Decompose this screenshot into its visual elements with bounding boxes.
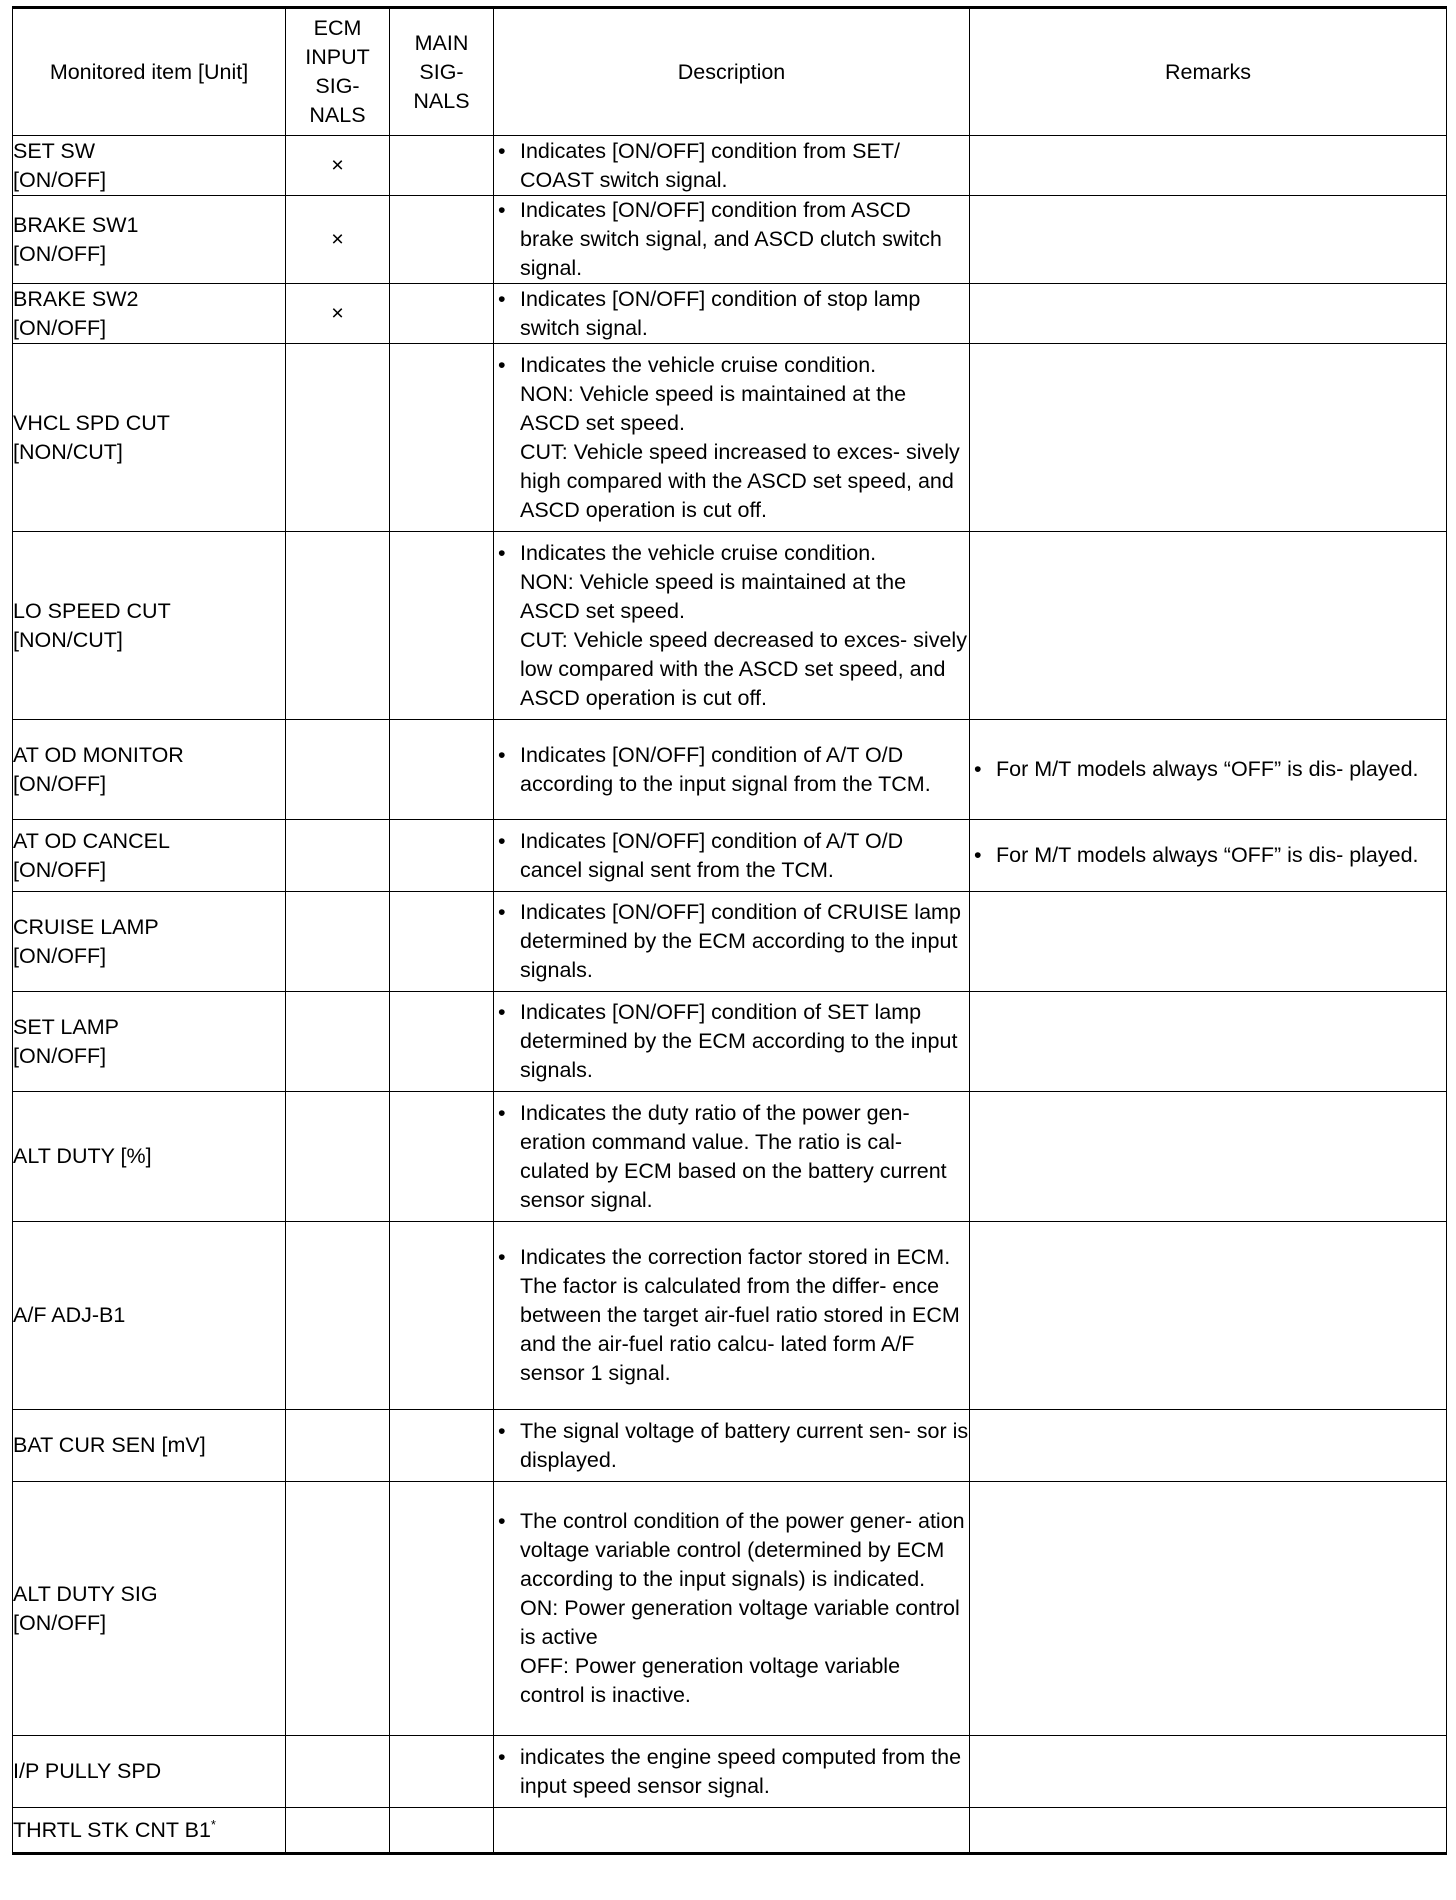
monitored-item-cell: BRAKE SW2 [ON/OFF] — [13, 284, 286, 344]
monitored-item-cell: BAT CUR SEN [mV] — [13, 1410, 286, 1482]
table-row — [13, 992, 1447, 1092]
ecm-input-mark — [286, 1222, 390, 1410]
main-signal-cell — [390, 992, 494, 1092]
ecm-input-mark: × — [286, 136, 390, 196]
monitored-item-cell: VHCL SPD CUT [NON/CUT] — [13, 344, 286, 532]
header-monitored-item: Monitored item [Unit] — [13, 8, 286, 136]
header-description: Description — [494, 8, 970, 136]
table-row — [13, 1222, 1447, 1410]
table-row — [13, 1410, 1447, 1482]
main-signal-cell — [390, 1808, 494, 1854]
description-cell — [494, 1808, 970, 1854]
table-row — [13, 892, 1447, 992]
main-signal-cell — [390, 1410, 494, 1482]
description-cell: • indicates the engine speed computed from the input speed sensor signal. — [494, 1736, 970, 1808]
main-signal-cell — [390, 344, 494, 532]
main-signal-cell — [390, 892, 494, 992]
monitored-item-cell: LO SPEED CUT [NON/CUT] — [13, 532, 286, 720]
description-cell: • The signal voltage of battery current sen- sor is displayed. — [494, 1410, 970, 1482]
table-row — [13, 1482, 1447, 1736]
monitored-item-cell: SET SW [ON/OFF] — [13, 136, 286, 196]
main-signal-cell — [390, 720, 494, 820]
ecm-input-mark — [286, 720, 390, 820]
remarks-cell — [970, 1410, 1447, 1482]
monitored-item-cell: SET LAMP [ON/OFF] — [13, 992, 286, 1092]
footnote-marker: * — [210, 1816, 216, 1832]
monitored-item-cell: ALT DUTY [%] — [13, 1092, 286, 1222]
remarks-cell — [970, 344, 1447, 532]
description-cell: • Indicates [ON/OFF] condition of SET lamp determined by the ECM according to the input signals. — [494, 992, 970, 1092]
main-signal-cell — [390, 1092, 494, 1222]
monitored-item-cell: AT OD CANCEL [ON/OFF] — [13, 820, 286, 892]
monitored-item-cell: CRUISE LAMP [ON/OFF] — [13, 892, 286, 992]
monitored-item-cell: AT OD MONITOR [ON/OFF] — [13, 720, 286, 820]
ecm-input-mark — [286, 892, 390, 992]
remarks-cell — [970, 892, 1447, 992]
table-row — [13, 820, 1447, 892]
table-row — [13, 1808, 1447, 1854]
monitored-item-cell: BRAKE SW1 [ON/OFF] — [13, 196, 286, 284]
ecm-input-mark — [286, 992, 390, 1092]
description-cell: • Indicates [ON/OFF] condition of stop lamp switch signal. — [494, 284, 970, 344]
monitored-item-cell: I/P PULLY SPD — [13, 1736, 286, 1808]
table-row — [13, 1736, 1447, 1808]
description-cell: • Indicates the vehicle cruise condition. NON: Vehicle speed is maintained at the ASCD set speed. CUT: Vehicle speed decreased to exces- sively low compared with the ASCD set speed, and ASCD operation is cut off. — [494, 532, 970, 720]
description-cell: • The control condition of the power gener- ation voltage variable control (determined by ECM according to the input signals) is indicated. ON: Power generation voltage variable control is active OFF: Power generation voltage variable control is inactive. — [494, 1482, 970, 1736]
description-cell: • Indicates the correction factor stored in ECM. The factor is calculated from the differ- ence between the target air-fuel ratio stored in ECM and the air-fuel ratio calcu- lated form A/F sensor 1 signal. — [494, 1222, 970, 1410]
monitor-table — [12, 6, 1447, 1855]
remarks-cell — [970, 1222, 1447, 1410]
remarks-cell — [970, 532, 1447, 720]
ecm-input-mark — [286, 820, 390, 892]
ecm-input-mark: × — [286, 284, 390, 344]
remarks-cell — [970, 136, 1447, 196]
main-signal-cell — [390, 284, 494, 344]
remarks-cell: • For M/T models always “OFF” is dis- played. — [970, 820, 1447, 892]
ecm-input-mark — [286, 1410, 390, 1482]
header-ecm-input-signals: ECM INPUT SIG- NALS — [286, 8, 390, 136]
description-cell: • Indicates [ON/OFF] condition from ASCD brake switch signal, and ASCD clutch switch signal. — [494, 196, 970, 284]
remarks-cell — [970, 1736, 1447, 1808]
table-row — [13, 284, 1447, 344]
ecm-input-mark — [286, 1482, 390, 1736]
header-remarks: Remarks — [970, 8, 1447, 136]
description-cell: • Indicates [ON/OFF] condition of A/T O/D cancel signal sent from the TCM. — [494, 820, 970, 892]
main-signal-cell — [390, 1222, 494, 1410]
ecm-input-mark — [286, 532, 390, 720]
monitored-item-cell: A/F ADJ-B1 — [13, 1222, 286, 1410]
description-cell: • Indicates [ON/OFF] condition of CRUISE lamp determined by the ECM according to the input signals. — [494, 892, 970, 992]
main-signal-cell — [390, 820, 494, 892]
main-signal-cell — [390, 136, 494, 196]
main-signal-cell — [390, 1736, 494, 1808]
ecm-input-mark: × — [286, 196, 390, 284]
table-row — [13, 136, 1447, 196]
ecm-input-mark — [286, 1808, 390, 1854]
header-main-signals: MAIN SIG- NALS — [390, 8, 494, 136]
table-row — [13, 1092, 1447, 1222]
table-row — [13, 344, 1447, 532]
table-row — [13, 196, 1447, 284]
description-cell: • Indicates [ON/OFF] condition of A/T O/D according to the input signal from the TCM. — [494, 720, 970, 820]
main-signal-cell — [390, 196, 494, 284]
monitored-item-cell: THRTL STK CNT B1* — [13, 1808, 286, 1854]
ecm-input-mark — [286, 1092, 390, 1222]
table-row — [13, 532, 1447, 720]
description-cell: • Indicates [ON/OFF] condition from SET/ COAST switch signal. — [494, 136, 970, 196]
remarks-cell: • For M/T models always “OFF” is dis- played. — [970, 720, 1447, 820]
main-signal-cell — [390, 532, 494, 720]
table-header — [13, 8, 1447, 136]
monitored-item-cell: ALT DUTY SIG [ON/OFF] — [13, 1482, 286, 1736]
remarks-cell — [970, 992, 1447, 1092]
remarks-cell — [970, 1808, 1447, 1854]
remarks-cell — [970, 196, 1447, 284]
table-row — [13, 720, 1447, 820]
remarks-cell — [970, 1482, 1447, 1736]
description-cell: • Indicates the vehicle cruise condition. NON: Vehicle speed is maintained at the ASCD set speed. CUT: Vehicle speed increased to exces- sively high compared with the ASCD set speed, and ASCD operation is cut off. — [494, 344, 970, 532]
remarks-cell — [970, 284, 1447, 344]
main-signal-cell — [390, 1482, 494, 1736]
remarks-cell — [970, 1092, 1447, 1222]
table-body — [13, 136, 1447, 1854]
description-cell: • Indicates the duty ratio of the power gen- eration command value. The ratio is cal- culated by ECM based on the battery current sensor signal. — [494, 1092, 970, 1222]
ecm-input-mark — [286, 1736, 390, 1808]
ecm-input-mark — [286, 344, 390, 532]
